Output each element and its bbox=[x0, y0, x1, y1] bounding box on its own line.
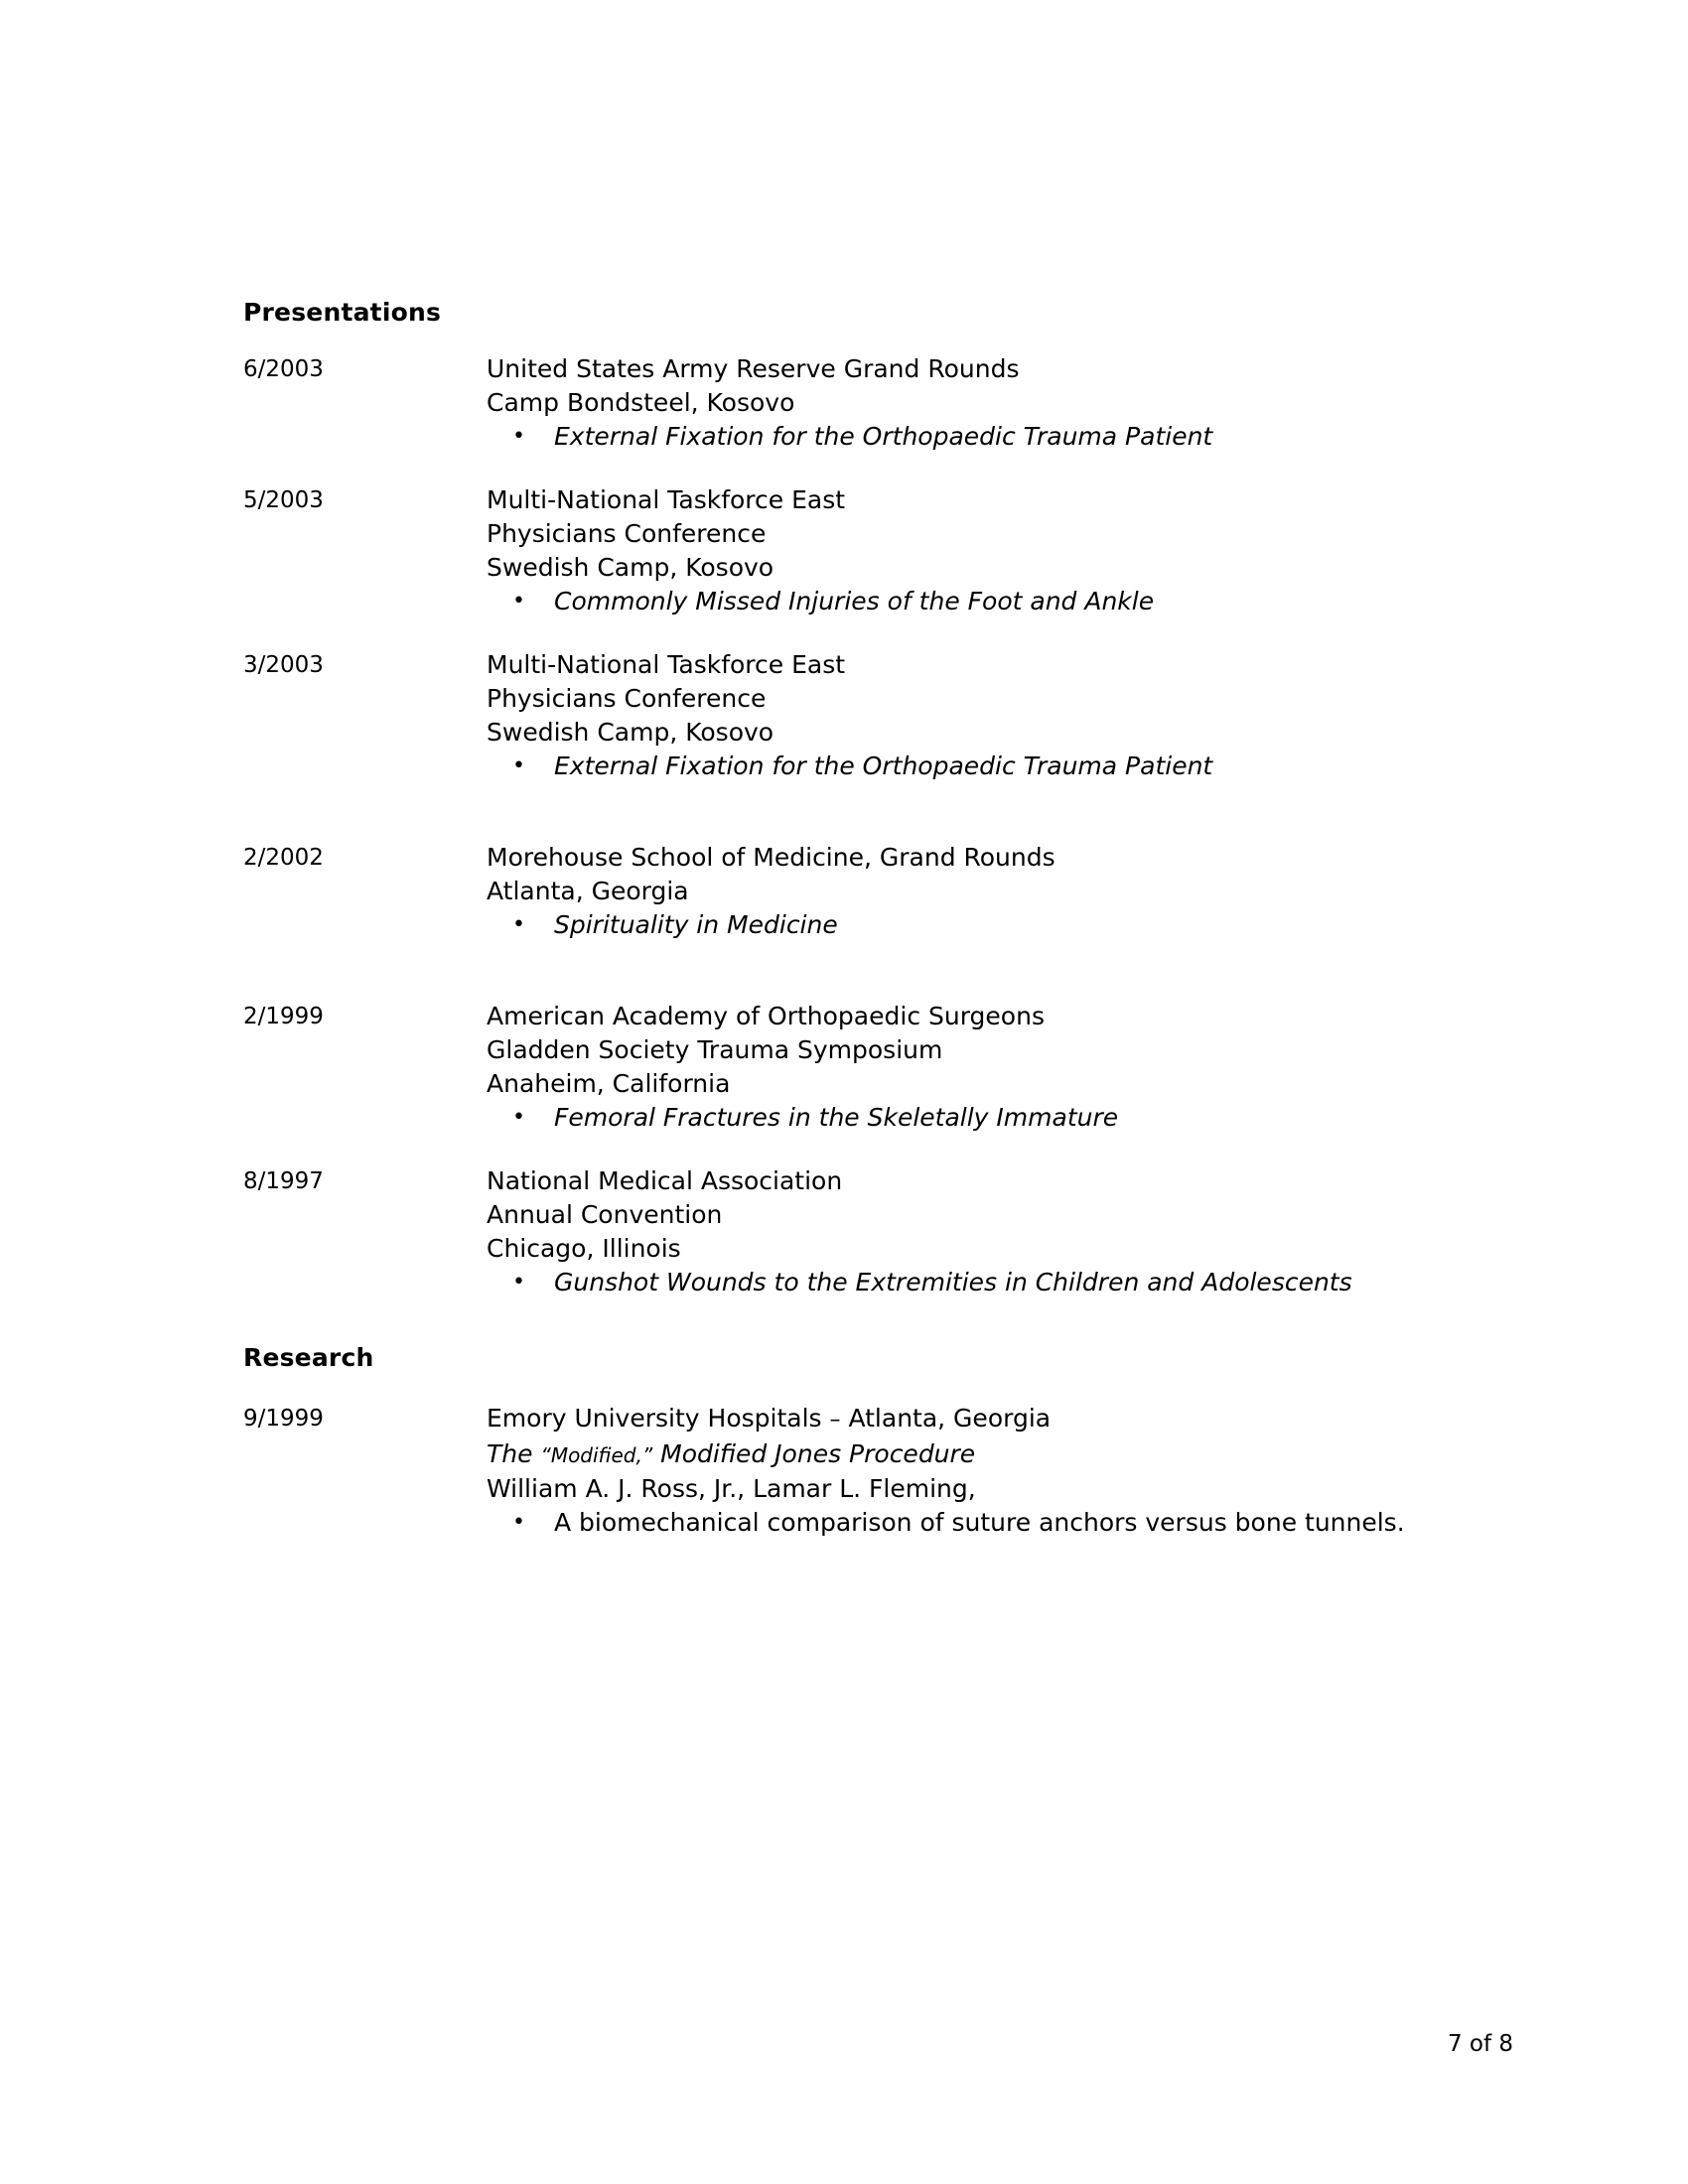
entry-presentation-2 bbox=[243, 483, 1484, 618]
list-item: • External Fixation for the Orthopaedic Trauma Patient bbox=[487, 420, 1484, 454]
list-item: • External Fixation for the Orthopaedic Trauma Patient bbox=[487, 750, 1484, 783]
entry-bullet-list bbox=[487, 420, 1484, 454]
entry-line: Anaheim, California bbox=[487, 1069, 731, 1098]
entry-line: Swedish Camp, Kosovo bbox=[487, 553, 774, 582]
entry-presentation-5 bbox=[243, 1000, 1484, 1135]
entry-date: 2/1999 bbox=[243, 1004, 324, 1029]
entry-date: 5/2003 bbox=[243, 487, 324, 513]
entry-line: Gladden Society Trauma Symposium bbox=[487, 1035, 943, 1064]
document-content bbox=[243, 298, 1484, 1570]
list-item: • Femoral Fractures in the Skeletally Immature bbox=[487, 1101, 1484, 1135]
entry-body bbox=[487, 648, 1484, 783]
entry-body bbox=[487, 483, 1484, 618]
list-item: • Spirituality in Medicine bbox=[487, 908, 1484, 942]
entry-date: 6/2003 bbox=[243, 356, 324, 382]
page-number: 7 of 8 bbox=[1447, 2031, 1513, 2057]
research-title-quoted: “Modified,” bbox=[540, 1443, 653, 1467]
research-location: Atlanta, Georgia bbox=[848, 1404, 1052, 1433]
en-dash: – bbox=[829, 1408, 841, 1433]
list-item: • Gunshot Wounds to the Extremities in Children and Adolescents bbox=[487, 1266, 1484, 1299]
entry-body bbox=[487, 1000, 1484, 1135]
entry-line: National Medical Association bbox=[487, 1166, 843, 1195]
entry-date: 8/1997 bbox=[243, 1168, 324, 1194]
entry-line: Physicians Conference bbox=[487, 519, 767, 548]
entry-presentation-3 bbox=[243, 648, 1484, 783]
entry-line: Morehouse School of Medicine, Grand Rounds bbox=[487, 843, 1055, 872]
entry-bullet-list bbox=[487, 750, 1484, 783]
research-title-line bbox=[487, 1437, 1484, 1472]
entry-line: United States Army Reserve Grand Rounds bbox=[487, 354, 1020, 383]
entry-research-1 bbox=[243, 1402, 1484, 1540]
entry-date: 3/2003 bbox=[243, 652, 324, 678]
entry-line: Annual Convention bbox=[487, 1200, 723, 1229]
entry-bullet-list bbox=[487, 1506, 1484, 1540]
spacer bbox=[243, 813, 1484, 841]
entry-line: Physicians Conference bbox=[487, 684, 767, 713]
research-organization: Emory University Hospitals bbox=[487, 1404, 822, 1433]
entry-presentation-6 bbox=[243, 1164, 1484, 1299]
entry-date: 2/2002 bbox=[243, 845, 324, 871]
spacer bbox=[243, 972, 1484, 1000]
research-title-post: Modified Jones Procedure bbox=[652, 1439, 976, 1468]
entry-presentation-4 bbox=[243, 841, 1484, 942]
entry-line: Multi-National Taskforce East bbox=[487, 650, 846, 679]
entry-body bbox=[487, 1402, 1484, 1540]
entry-line: Chicago, Illinois bbox=[487, 1234, 681, 1263]
research-authors-line: William A. J. Ross, Jr., Lamar L. Fleming, bbox=[487, 1474, 976, 1503]
list-item: • A biomechanical comparison of suture anchors versus bone tunnels. bbox=[487, 1506, 1484, 1540]
entry-bullet-list bbox=[487, 585, 1484, 618]
entry-date: 9/1999 bbox=[243, 1406, 324, 1432]
entry-bullet-list bbox=[487, 1101, 1484, 1135]
research-organization-line bbox=[487, 1402, 1484, 1437]
entry-presentation-1 bbox=[243, 352, 1484, 454]
entry-body bbox=[487, 1164, 1484, 1299]
entry-body bbox=[487, 352, 1484, 454]
entry-line: American Academy of Orthopaedic Surgeons bbox=[487, 1002, 1045, 1030]
entry-line: Swedish Camp, Kosovo bbox=[487, 718, 774, 747]
list-item: • Commonly Missed Injuries of the Foot and Ankle bbox=[487, 585, 1484, 618]
research-title-pre: The bbox=[487, 1439, 541, 1468]
entry-line: Atlanta, Georgia bbox=[487, 877, 689, 905]
section-heading-research: Research bbox=[243, 1343, 374, 1372]
entry-line: Camp Bondsteel, Kosovo bbox=[487, 388, 795, 417]
section-heading-presentations: Presentations bbox=[243, 298, 442, 327]
entry-bullet-list bbox=[487, 908, 1484, 942]
entry-body bbox=[487, 841, 1484, 942]
entry-line: Multi-National Taskforce East bbox=[487, 485, 846, 514]
entry-bullet-list bbox=[487, 1266, 1484, 1299]
